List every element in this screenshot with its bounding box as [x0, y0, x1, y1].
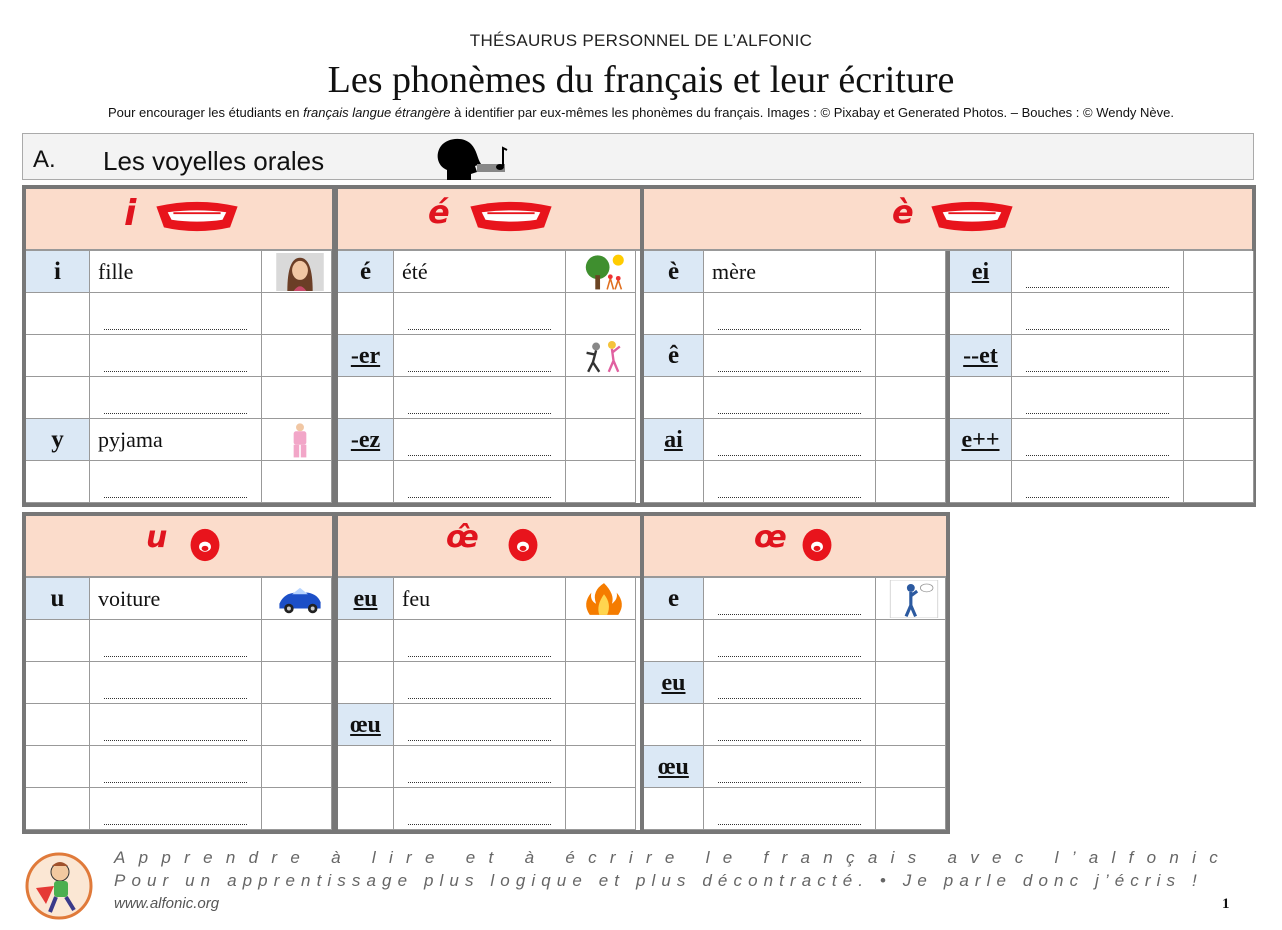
example-word: mère: [712, 259, 756, 284]
word-cell[interactable]: [394, 662, 566, 704]
grapheme-cell: [950, 461, 1012, 503]
grapheme-cell: [950, 335, 1012, 377]
grapheme-label: e++: [961, 427, 1000, 453]
mouth-icon: [188, 522, 222, 573]
grapheme-cell: [644, 293, 704, 335]
blank-dotted-line: [718, 698, 861, 699]
grapheme-label: eu: [661, 670, 686, 696]
grapheme-label: ê: [667, 342, 680, 369]
document-title: Les phonèmes du français et leur écriture: [327, 59, 955, 101]
grapheme-cell: [338, 746, 394, 788]
word-cell[interactable]: [704, 662, 876, 704]
blank-dotted-line: [718, 740, 861, 741]
word-cell[interactable]: [704, 461, 876, 503]
grapheme-cell: [338, 704, 394, 746]
word-cell[interactable]: [90, 335, 262, 377]
blank-dotted-line: [408, 698, 551, 699]
picture-cell: [876, 620, 946, 662]
phoneme-symbol: é: [428, 193, 450, 231]
grapheme-cell: [338, 461, 394, 503]
grapheme-cell: [950, 377, 1012, 419]
blank-dotted-line: [1026, 371, 1169, 372]
grapheme-cell: [26, 251, 90, 293]
blank-dotted-line: [718, 614, 861, 615]
word-cell[interactable]: [90, 419, 262, 461]
picture-cell: [262, 419, 332, 461]
grapheme-cell: [26, 704, 90, 746]
word-cell[interactable]: [704, 377, 876, 419]
blank-dotted-line: [718, 782, 861, 783]
grapheme-label: e: [667, 585, 680, 612]
blank-dotted-line: [408, 329, 551, 330]
blank-dotted-line: [408, 656, 551, 657]
pyjama-picture: [275, 421, 325, 464]
blank-dotted-line: [408, 824, 551, 825]
girl-photo: [275, 253, 325, 296]
picture-cell: [876, 419, 946, 461]
word-cell[interactable]: [90, 377, 262, 419]
picture-cell: [876, 377, 946, 419]
grapheme-cell: [950, 419, 1012, 461]
grapheme-cell: [644, 251, 704, 293]
blank-dotted-line: [104, 329, 247, 330]
grapheme-label: è: [667, 258, 680, 285]
word-cell[interactable]: [1012, 377, 1184, 419]
blank-dotted-line: [104, 497, 247, 498]
picture-cell: [876, 293, 946, 335]
subtitle-part-b: à identifier par eux-mêmes les phonèmes du français. Images : © Pixabay et Generated Photos. – Bouches : © Wendy Nève.: [450, 105, 1175, 120]
phoneme-group-oe_closed: [334, 512, 644, 834]
word-cell[interactable]: [1012, 251, 1184, 293]
grapheme-cell: [26, 419, 90, 461]
picture-cell: [566, 620, 636, 662]
blank-dotted-line: [104, 782, 247, 783]
word-cell[interactable]: [704, 335, 876, 377]
car-picture: [275, 580, 325, 623]
picture-cell: [876, 662, 946, 704]
grapheme-label: u: [50, 585, 65, 612]
word-cell[interactable]: [1012, 335, 1184, 377]
blank-dotted-line: [408, 497, 551, 498]
grapheme-cell: [644, 419, 704, 461]
summer-tree-picture: [579, 253, 629, 296]
picture-cell: [262, 788, 332, 830]
blank-dotted-line: [1026, 497, 1169, 498]
picture-cell: [566, 662, 636, 704]
blank-dotted-line: [1026, 329, 1169, 330]
word-cell[interactable]: [704, 704, 876, 746]
word-cell[interactable]: [704, 293, 876, 335]
phoneme-header: [26, 189, 332, 251]
grapheme-cell: [26, 377, 90, 419]
picture-cell: [566, 419, 636, 461]
subtitle-part-a: Pour encourager les étudiants en: [107, 105, 304, 120]
phoneme-symbol: œ̂: [446, 520, 479, 555]
phoneme-header: [338, 516, 640, 578]
blank-dotted-line: [104, 698, 247, 699]
word-cell[interactable]: [704, 620, 876, 662]
picture-cell: [566, 293, 636, 335]
word-cell[interactable]: [394, 461, 566, 503]
word-cell[interactable]: [394, 620, 566, 662]
grapheme-cell: [644, 461, 704, 503]
example-word: pyjama: [98, 427, 163, 452]
word-cell[interactable]: [90, 788, 262, 830]
footer-tagline: Apprendre à lire et à écrire le français avec l’alfonic: [114, 848, 1232, 867]
word-cell[interactable]: [1012, 419, 1184, 461]
phoneme-group-oe_open: [640, 512, 950, 834]
word-cell[interactable]: [1012, 293, 1184, 335]
document-subtitle: [0, 105, 1282, 120]
picture-cell: [1184, 461, 1254, 503]
word-cell[interactable]: [90, 704, 262, 746]
grapheme-label: i: [54, 258, 61, 285]
word-cell[interactable]: [90, 662, 262, 704]
grapheme-cell: [338, 662, 394, 704]
word-cell[interactable]: [704, 251, 876, 293]
picture-cell: [566, 251, 636, 293]
blank-dotted-line: [408, 371, 551, 372]
grapheme-cell: [950, 293, 1012, 335]
picture-cell: [262, 335, 332, 377]
picture-cell: [262, 662, 332, 704]
word-cell[interactable]: [1012, 461, 1184, 503]
phoneme-header: [338, 189, 640, 251]
subtable-divider: [946, 251, 950, 503]
blank-dotted-line: [718, 824, 861, 825]
picture-cell: [876, 578, 946, 620]
document-kicker: THÉSAURUS PERSONNEL DE L’ALFONIC: [469, 31, 813, 50]
grapheme-cell: [338, 335, 394, 377]
blank-dotted-line: [408, 455, 551, 456]
phoneme-header: [644, 189, 1252, 251]
blank-dotted-line: [718, 413, 861, 414]
picture-cell: [566, 461, 636, 503]
blank-dotted-line: [718, 497, 861, 498]
phoneme-group-e_grave: [640, 185, 1256, 507]
fire-picture: [579, 580, 629, 623]
word-cell[interactable]: [90, 461, 262, 503]
grapheme-cell: [644, 335, 704, 377]
grapheme-cell: [338, 788, 394, 830]
picture-cell: [262, 461, 332, 503]
grapheme-cell: [644, 704, 704, 746]
picture-cell: [876, 461, 946, 503]
mouth-icon: [468, 199, 554, 238]
word-cell[interactable]: [394, 788, 566, 830]
picture-cell: [566, 788, 636, 830]
picture-cell: [262, 377, 332, 419]
phoneme-symbol: œ: [754, 520, 787, 555]
picture-cell: [876, 335, 946, 377]
grapheme-cell: [26, 746, 90, 788]
grapheme-label: œu: [658, 754, 689, 780]
picture-cell: [876, 251, 946, 293]
grapheme-cell: [26, 788, 90, 830]
grapheme-cell: [644, 662, 704, 704]
example-word: voiture: [98, 586, 161, 611]
picture-cell: [876, 746, 946, 788]
page-number: 1: [1222, 896, 1230, 912]
word-cell[interactable]: [394, 293, 566, 335]
grapheme-cell: [338, 620, 394, 662]
picture-cell: [262, 578, 332, 620]
word-cell[interactable]: [394, 251, 566, 293]
blank-dotted-line: [718, 656, 861, 657]
blank-dotted-line: [104, 371, 247, 372]
blank-dotted-line: [1026, 455, 1169, 456]
word-cell[interactable]: [394, 419, 566, 461]
grapheme-cell: [26, 578, 90, 620]
phoneme-group-i: [22, 185, 336, 507]
picture-cell: [876, 788, 946, 830]
grapheme-label: ei: [971, 259, 990, 285]
phoneme-group-u: [22, 512, 336, 834]
thinking-man-picture: [889, 580, 939, 623]
picture-cell: [262, 704, 332, 746]
grapheme-label: -ez: [350, 427, 381, 453]
mouth-icon: [506, 522, 540, 573]
picture-cell: [1184, 293, 1254, 335]
example-word: fille: [98, 259, 134, 284]
blank-dotted-line: [104, 656, 247, 657]
grapheme-cell: [950, 251, 1012, 293]
grapheme-cell: [338, 377, 394, 419]
picture-cell: [1184, 419, 1254, 461]
section-header: [22, 133, 1254, 180]
subtitle-italic: français langue étrangère: [303, 105, 451, 120]
word-cell[interactable]: [394, 746, 566, 788]
picture-cell: [262, 293, 332, 335]
grapheme-cell: [644, 578, 704, 620]
example-word: feu: [402, 586, 431, 611]
footer-url[interactable]: www.alfonic.org: [114, 895, 220, 912]
picture-cell: [1184, 377, 1254, 419]
example-word: été: [402, 259, 428, 284]
picture-cell: [566, 704, 636, 746]
picture-cell: [876, 704, 946, 746]
grapheme-cell: [644, 620, 704, 662]
phoneme-symbol: u: [146, 520, 168, 555]
word-cell[interactable]: [394, 578, 566, 620]
blank-dotted-line: [104, 824, 247, 825]
grapheme-label: ai: [664, 427, 683, 453]
picture-cell: [262, 620, 332, 662]
blank-dotted-line: [718, 371, 861, 372]
grapheme-label: é: [359, 258, 372, 285]
mouth-icon: [929, 199, 1015, 238]
grapheme-cell: [338, 251, 394, 293]
picture-cell: [566, 377, 636, 419]
dancing-picture: [579, 337, 629, 380]
word-cell[interactable]: [704, 578, 876, 620]
alfonic-logo-icon: [24, 852, 94, 920]
mouth-icon: [154, 199, 240, 238]
blank-dotted-line: [408, 782, 551, 783]
phoneme-header: [26, 516, 332, 578]
section-letter: A.: [33, 146, 56, 173]
blank-dotted-line: [1026, 287, 1169, 288]
blank-dotted-line: [1026, 413, 1169, 414]
word-cell[interactable]: [90, 746, 262, 788]
picture-cell: [566, 335, 636, 377]
word-cell[interactable]: [90, 620, 262, 662]
grapheme-label: --et: [963, 343, 998, 369]
picture-cell: [262, 746, 332, 788]
grapheme-cell: [26, 662, 90, 704]
word-cell[interactable]: [394, 377, 566, 419]
grapheme-cell: [644, 377, 704, 419]
grapheme-cell: [338, 419, 394, 461]
blank-dotted-line: [408, 740, 551, 741]
section-name: Les voyelles orales: [103, 146, 325, 176]
grapheme-cell: [26, 335, 90, 377]
word-cell[interactable]: [90, 578, 262, 620]
grapheme-cell: [644, 746, 704, 788]
word-cell[interactable]: [394, 335, 566, 377]
phoneme-group-e_acute: [334, 185, 644, 507]
picture-cell: [262, 251, 332, 293]
grapheme-cell: [26, 620, 90, 662]
grapheme-label: œu: [350, 712, 381, 738]
blank-dotted-line: [718, 455, 861, 456]
grapheme-cell: [26, 461, 90, 503]
phoneme-symbol: i: [124, 193, 137, 234]
grapheme-cell: [338, 578, 394, 620]
picture-cell: [566, 578, 636, 620]
blank-dotted-line: [104, 413, 247, 414]
blank-dotted-line: [718, 329, 861, 330]
grapheme-label: eu: [353, 586, 378, 612]
picture-cell: [1184, 251, 1254, 293]
picture-cell: [1184, 335, 1254, 377]
word-cell[interactable]: [90, 293, 262, 335]
blank-dotted-line: [408, 413, 551, 414]
mouth-icon: [800, 522, 834, 573]
grapheme-label: -er: [350, 343, 381, 369]
speaking-head-icon: [433, 136, 517, 182]
blank-dotted-line: [104, 740, 247, 741]
grapheme-label: y: [51, 426, 64, 453]
picture-cell: [566, 746, 636, 788]
word-cell[interactable]: [90, 251, 262, 293]
word-cell[interactable]: [704, 419, 876, 461]
grapheme-cell: [338, 293, 394, 335]
grapheme-cell: [644, 788, 704, 830]
word-cell[interactable]: [704, 788, 876, 830]
phoneme-symbol: è: [892, 193, 914, 231]
word-cell[interactable]: [704, 746, 876, 788]
phoneme-header: [644, 516, 946, 578]
word-cell[interactable]: [394, 704, 566, 746]
grapheme-cell: [26, 293, 90, 335]
footer-slogan: Pour un apprentissage plus logique et plus décontracté. • Je parle donc j’écris !: [114, 871, 1203, 890]
